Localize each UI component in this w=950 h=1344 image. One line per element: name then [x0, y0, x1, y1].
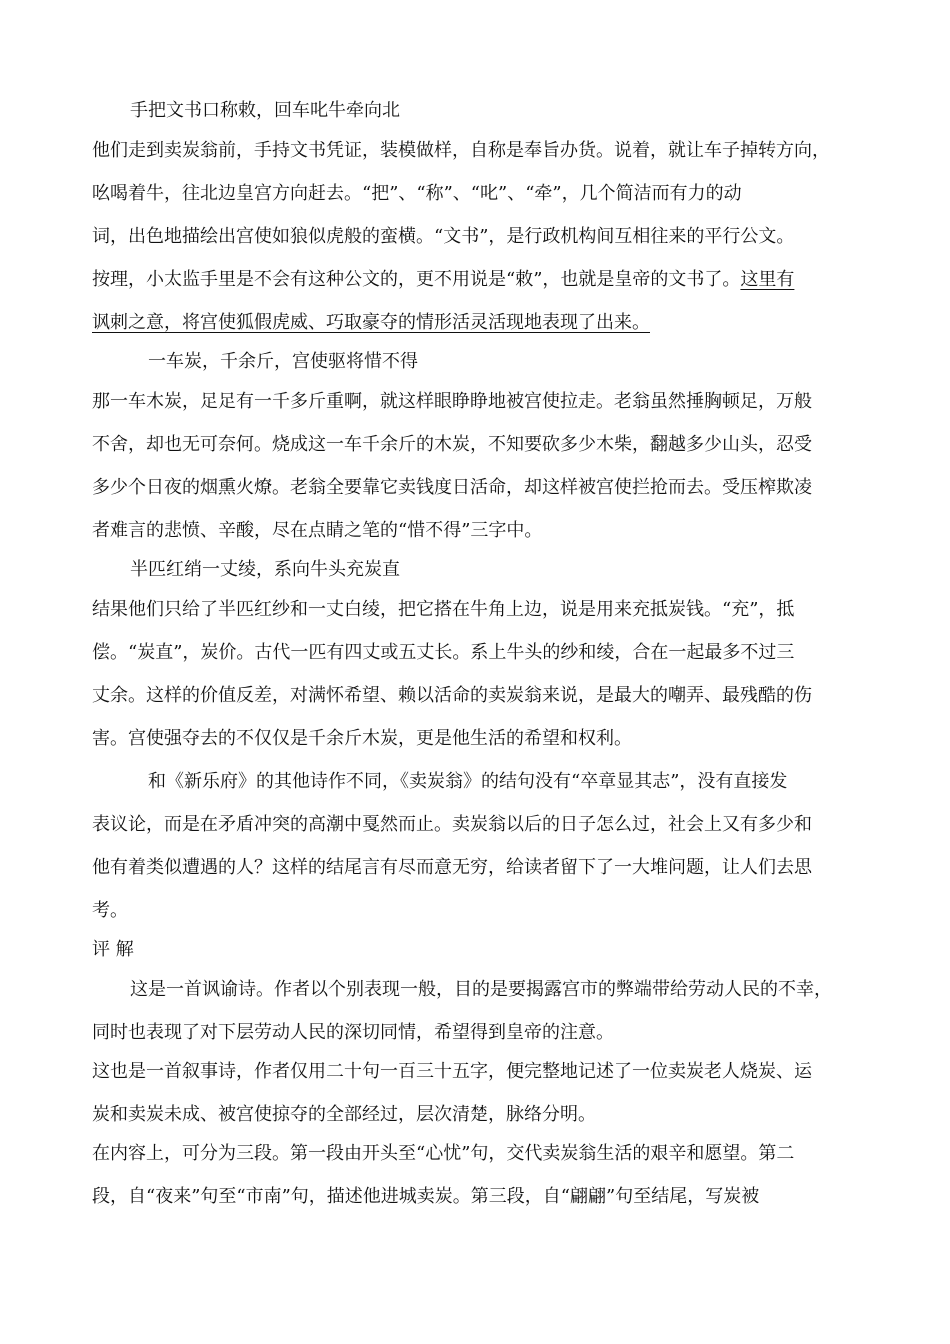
- paragraph-line: 考。: [92, 900, 128, 921]
- paragraph-line: 炭和卖炭未成、被宫使掠夺的全部经过，层次清楚，脉络分明。: [92, 1104, 596, 1125]
- paragraph-line: 这是一首讽谕诗。作者以个别表现一般，目的是要揭露宫市的弊端带给劳动人民的不幸，: [130, 979, 832, 1000]
- paragraph-line: 段，自“夜来”句至“市南”句，描述他进城卖炭。第三段，自“翩翩”句至结尾，写炭被: [92, 1186, 760, 1207]
- paragraph-line: 在内容上，可分为三段。第一段由开头至“心忧”句，交代卖炭翁生活的艰辛和愿望。第二: [92, 1143, 795, 1164]
- section-heading-commentary: 评 解: [92, 939, 134, 960]
- paragraph-line: 吆喝着牛，往北边皇宫方向赶去。“把”、“称”、“叱”、“牵”，几个简洁而有力的动: [92, 183, 742, 204]
- paragraph-line: 同时也表现了对下层劳动人民的深切同情，希望得到皇帝的注意。: [92, 1022, 614, 1043]
- underlined-line: 讽刺之意，将宫使狐假虎威、巧取豪夺的情形活灵活现地表现了出来。: [92, 312, 650, 333]
- paragraph-line: 他有着类似遭遇的人？这样的结尾言有尽而意无穷，给读者留下了一大堆问题，让人们去思: [92, 857, 812, 878]
- paragraph-line: 结果他们只给了半匹红纱和一丈白绫，把它搭在牛角上边，说是用来充抵炭钱。“充”，抵: [92, 599, 795, 620]
- underlined-text: 这里有: [740, 269, 795, 290]
- paragraph-line: 表议论，而是在矛盾冲突的高潮中戛然而止。卖炭翁以后的日子怎么过，社会上又有多少和: [92, 814, 812, 835]
- paragraph-line: [92, 268, 794, 292]
- paragraph-line: 害。宫使强夺去的不仅仅是千余斤木炭，更是他生活的希望和权利。: [92, 728, 632, 749]
- paragraph-line: 偿。“炭直”，炭价。古代一匹有四丈或五丈长。系上牛头的纱和绫，合在一起最多不过三: [92, 642, 795, 663]
- paragraph-line: 那一车木炭，足足有一千多斤重啊，就这样眼睁睁地被宫使拉走。老翁虽然捶胸顿足，万般: [92, 391, 812, 412]
- paragraph-line: 者难言的悲愤、辛酸，尽在点睛之笔的“惜不得”三字中。: [92, 520, 543, 541]
- section-heading-verse: 一车炭，千余斤，宫使驱将惜不得: [148, 351, 418, 372]
- paragraph-line: 这也是一首叙事诗，作者仅用二十句一百三十五字，便完整地记述了一位卖炭老人烧炭、运: [92, 1061, 812, 1082]
- paragraph-line: 多少个日夜的烟熏火燎。老翁全要靠它卖钱度日活命，却这样被宫使拦抢而去。受压榨欺凌: [92, 477, 812, 498]
- section-heading-verse: 半匹红绡一丈绫，系向牛头充炭直: [130, 559, 400, 580]
- paragraph-text: 按理，小太监手里是不会有这种公文的，更不用说是“敕”，也就是皇帝的文书了。: [92, 269, 741, 290]
- paragraph-line: 不舍，却也无可奈何。烧成这一车千余斤的木炭，不知要砍多少木柴，翻越多少山头，忍受: [92, 434, 812, 455]
- section-heading-verse: 手把文书口称敕，回车叱牛牵向北: [130, 100, 400, 121]
- paragraph-line: 他们走到卖炭翁前，手持文书凭证，装模做样，自称是奉旨办货。说着，就让车子掉转方向，: [92, 140, 830, 161]
- paragraph-line: 和《新乐府》的其他诗作不同，《卖炭翁》的结句没有“卒章显其志”，没有直接发: [148, 771, 788, 792]
- paragraph-line: 词，出色地描绘出宫使如狼似虎般的蛮横。“文书”，是行政机构间互相往来的平行公文。: [92, 226, 795, 247]
- paragraph-line: 丈余。这样的价值反差，对满怀希望、赖以活命的卖炭翁来说，是最大的嘲弄、最残酷的伤: [92, 685, 812, 706]
